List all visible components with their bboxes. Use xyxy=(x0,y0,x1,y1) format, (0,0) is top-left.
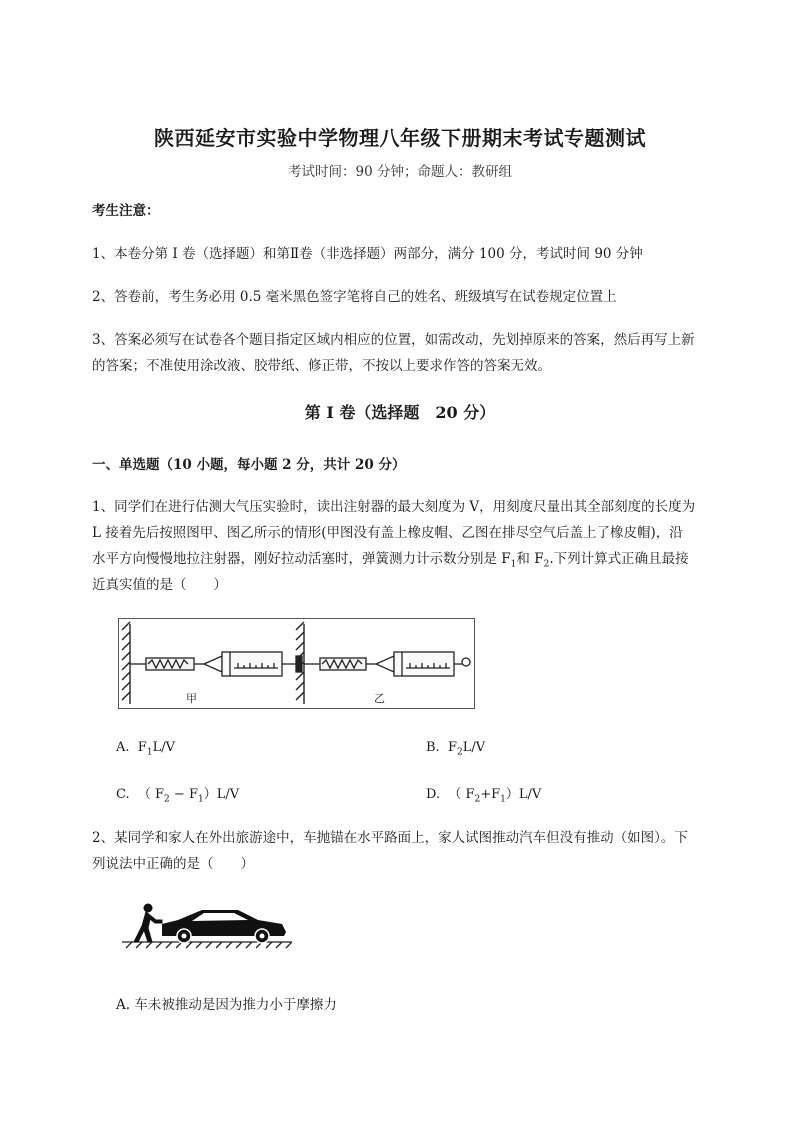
option-c-open: （ F xyxy=(137,787,165,802)
option-c-sub-1: 1 xyxy=(197,794,204,805)
wall-a xyxy=(122,622,130,704)
option-c-sub-2: 2 xyxy=(164,794,170,805)
figure-label-a: 甲 xyxy=(186,692,197,705)
car-icon xyxy=(162,910,286,943)
page-title: 陕西延安市实验中学物理八年级下册期末考试专题测试 xyxy=(154,126,646,150)
option-a-sub: 1 xyxy=(146,747,153,758)
question-2-line-1: 2、某同学和家人在外出旅游途中，车抛锚在水平路面上，家人试图推动汽车但没有推动（如图）。下 xyxy=(92,830,688,846)
ground xyxy=(122,942,292,948)
option-a-f: F xyxy=(137,740,147,755)
part-heading: 一、单选题（10 小题，每小题 2 分，共计 20 分） xyxy=(92,457,406,473)
option-d-open: （ F xyxy=(448,787,475,802)
notice-item-2: 2、答卷前，考生务必用 0.5 毫米黑色签字笔将自己的姓名、班级填写在试卷规定位置上 xyxy=(92,289,617,305)
notice-item-3-line-2: 的答案；不准使用涂改液、胶带纸、修正带，不按以上要求作答的答案无效。 xyxy=(92,358,551,374)
option-b-f: F xyxy=(447,740,457,755)
car-push-figure xyxy=(122,900,292,950)
option-b[interactable] xyxy=(426,740,485,758)
q1-line3-text-a: 水平方向慢慢地拉注射器，刚好拉动活塞时，弹簧测力计示数分别是 F xyxy=(92,551,511,567)
question-2-line-2: 列说法中正确的是（ ） xyxy=(92,856,254,872)
option-d[interactable] xyxy=(426,783,541,805)
option-a-rest: L/V xyxy=(152,740,175,755)
spring-scale-b xyxy=(304,658,376,670)
option-c-minus: − F xyxy=(169,787,198,802)
spring-scale-a xyxy=(130,658,204,670)
option-c-rest: ）L/V xyxy=(203,787,240,802)
option-d-rest: ）L/V xyxy=(505,787,542,802)
option-a-label: A. xyxy=(116,740,130,755)
q1-sub-1: 1 xyxy=(510,559,517,570)
person-icon xyxy=(134,904,162,942)
exam-subtitle: 考试时间：90 分钟；命题人：教研组 xyxy=(288,164,512,180)
option-b-label: B. xyxy=(426,740,440,755)
question-1-line-4: 近真实值的是（ ） xyxy=(92,577,227,593)
question-1-line-2: L 接着先后按照图甲、图乙所示的情形(甲图没有盖上橡皮帽、乙图在排尽空气后盖上了橡皮帽)，沿 xyxy=(92,525,683,541)
figure-label-b: 乙 xyxy=(374,692,385,705)
option-c-label: C. xyxy=(116,787,130,802)
option-d-plus: +F xyxy=(480,787,501,802)
option-b-sub: 2 xyxy=(456,747,463,758)
option-d-label: D. xyxy=(426,787,441,802)
q1-sub-2: 2 xyxy=(543,559,550,570)
syringe-a xyxy=(204,652,302,676)
q2-option-a[interactable]: A. 车未被推动是因为推力小于摩擦力 xyxy=(116,997,337,1013)
question-1-line-1: 1、同学们在进行估测大气压实验时，读出注射器的最大刻度为 V，用刻度尺量出其全部刻度的长度为 xyxy=(92,499,696,515)
q1-line3-text-c: .下列计算式正确且最接 xyxy=(549,551,689,567)
q1-line3-text-b: 和 F xyxy=(516,551,544,567)
notice-item-1: 1、本卷分第 I 卷（选择题）和第Ⅱ卷（非选择题）两部分，满分 100 分，考试时间 90 分钟 xyxy=(92,246,643,262)
option-c[interactable] xyxy=(116,783,239,805)
syringe-figure xyxy=(118,618,476,710)
option-d-sub-1: 1 xyxy=(500,794,506,805)
notice-item-3-line-1: 3、答案必须写在试卷各个题目指定区域内相应的位置，如需改动，先划掉原来的答案，然后再写上新 xyxy=(92,332,695,348)
option-b-rest: L/V xyxy=(462,740,486,755)
option-a[interactable] xyxy=(116,740,175,758)
option-d-sub-2: 2 xyxy=(474,794,481,805)
notice-heading: 考生注意： xyxy=(92,203,160,219)
syringe-b xyxy=(376,652,470,676)
section-title: 第 I 卷（选择题 20 分） xyxy=(304,403,496,422)
